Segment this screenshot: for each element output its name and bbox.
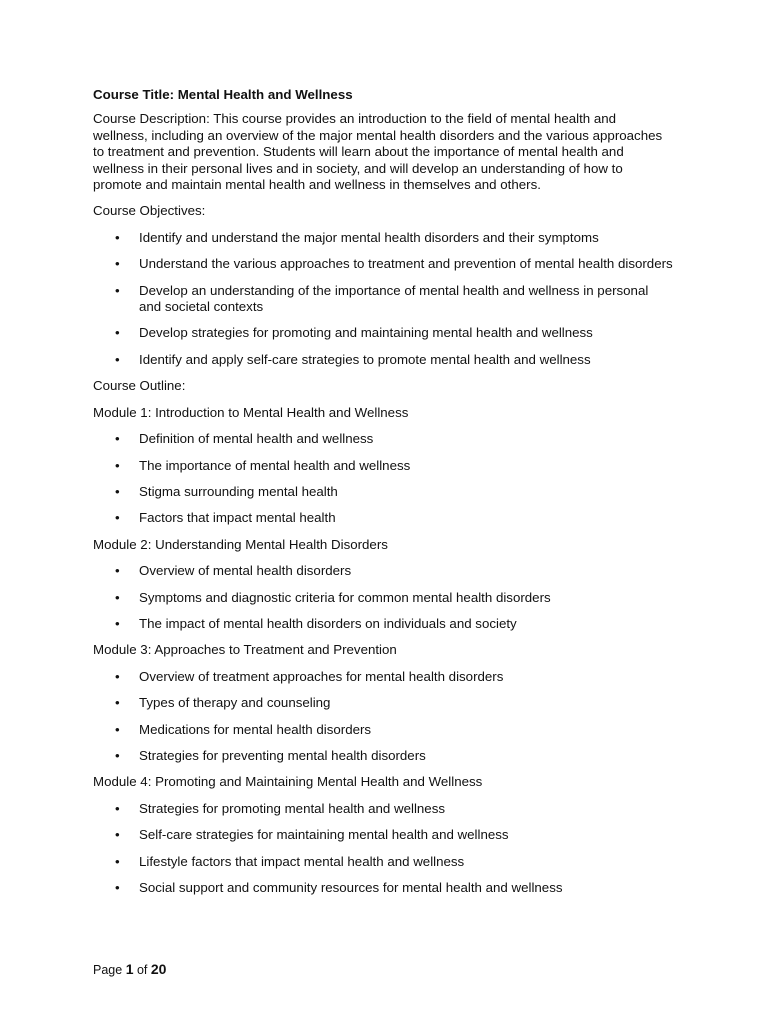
course-description: Course Description: This course provides an introduction to the field of mental health and wellness, including an overview of the major mental health disorders and the various approaches to treatment and prevention. Students will learn about the importance of mental health and wellness in their personal lives and in society, and will develop an understanding of how to promote and maintain mental health and wellness in themselves and others.: [93, 111, 663, 193]
current-page-number: 1: [125, 961, 134, 977]
bullet-icon: •: [115, 229, 120, 245]
total-page-count: 20: [150, 961, 167, 977]
page-word: Page: [93, 963, 123, 977]
module-2-title: Module 2: Understanding Mental Health Disorders: [93, 536, 388, 552]
module-3-list: [93, 669, 674, 765]
bullet-icon: •: [115, 510, 120, 526]
list-item: [93, 880, 674, 896]
list-item-text: Overview of treatment approaches for mental health disorders: [139, 668, 504, 684]
list-item: [93, 352, 674, 368]
list-item: [93, 722, 674, 738]
list-item: [93, 695, 674, 711]
list-item-text: Overview of mental health disorders: [139, 563, 352, 579]
bullet-icon: •: [115, 563, 120, 579]
list-item: [93, 510, 674, 526]
bullet-icon: •: [115, 853, 120, 869]
bullet-icon: •: [115, 668, 120, 684]
objectives-heading: Course Objectives:: [93, 203, 206, 219]
course-title-label: Course Title:: [93, 87, 175, 102]
list-item-text: Strategies for promoting mental health and wellness: [139, 800, 445, 816]
list-item: [93, 616, 674, 632]
list-item: [93, 669, 674, 685]
bullet-icon: •: [115, 695, 120, 711]
bullet-icon: •: [115, 800, 120, 816]
bullet-icon: •: [115, 351, 120, 367]
page-number-footer: [93, 961, 166, 977]
bullet-icon: •: [115, 721, 120, 737]
list-item: [93, 230, 674, 246]
list-item: [93, 563, 674, 579]
bullet-icon: •: [115, 457, 120, 473]
list-item: [93, 283, 674, 316]
list-item-text: Self-care strategies for maintaining mental health and wellness: [139, 827, 509, 843]
list-item-text: Definition of mental health and wellness: [139, 431, 374, 447]
list-item-text: Types of therapy and counseling: [139, 695, 331, 711]
bullet-icon: •: [115, 282, 120, 298]
of-word: of: [136, 963, 148, 977]
list-item-text: The impact of mental health disorders on individuals and society: [139, 615, 517, 631]
list-item: [93, 801, 674, 817]
list-item-text: Develop an understanding of the importance of mental health and wellness in personal and societal contexts: [139, 282, 649, 315]
list-item: [93, 431, 674, 447]
list-item-text: Medications for mental health disorders: [139, 721, 372, 737]
list-item-text: Understand the various approaches to treatment and prevention of mental health disorders: [139, 256, 673, 272]
list-item-text: Identify and understand the major mental health disorders and their symptoms: [139, 229, 599, 245]
list-item-text: Symptoms and diagnostic criteria for common mental health disorders: [139, 589, 551, 605]
bullet-icon: •: [115, 615, 120, 631]
list-item-text: The importance of mental health and wellness: [139, 457, 411, 473]
bullet-icon: •: [115, 589, 120, 605]
bullet-icon: •: [115, 325, 120, 341]
list-item: [93, 827, 674, 843]
module-3-title: Module 3: Approaches to Treatment and Prevention: [93, 642, 397, 658]
bullet-icon: •: [115, 747, 120, 763]
module-1-title: Module 1: Introduction to Mental Health and Wellness: [93, 404, 409, 420]
list-item-text: Strategies for preventing mental health disorders: [139, 747, 426, 763]
list-item: [93, 256, 674, 272]
module-1-list: [93, 431, 674, 527]
course-title-value: Mental Health and Wellness: [177, 87, 353, 102]
module-4-list: [93, 801, 674, 897]
objectives-list: [93, 230, 674, 368]
bullet-icon: •: [115, 880, 120, 895]
list-item: [93, 325, 674, 341]
list-item: [93, 458, 674, 474]
list-item: [93, 854, 674, 870]
list-item: [93, 748, 674, 764]
list-item-text: Develop strategies for promoting and maintaining mental health and wellness: [139, 325, 593, 341]
outline-heading: Course Outline:: [93, 378, 186, 394]
list-item: [93, 590, 674, 606]
bullet-icon: •: [115, 827, 120, 843]
module-4-title: Module 4: Promoting and Maintaining Mental Health and Wellness: [93, 774, 483, 790]
list-item-text: Factors that impact mental health: [139, 510, 336, 526]
bullet-icon: •: [115, 256, 120, 272]
list-item-text: Social support and community resources for mental health and wellness: [139, 880, 563, 895]
course-title: [93, 87, 674, 103]
list-item-text: Identify and apply self-care strategies to promote mental health and wellness: [139, 351, 591, 367]
bullet-icon: •: [115, 431, 120, 447]
list-item-text: Lifestyle factors that impact mental health and wellness: [139, 853, 465, 869]
list-item: [93, 484, 674, 500]
module-2-list: [93, 563, 674, 632]
bullet-icon: •: [115, 483, 120, 499]
list-item-text: Stigma surrounding mental health: [139, 483, 338, 499]
